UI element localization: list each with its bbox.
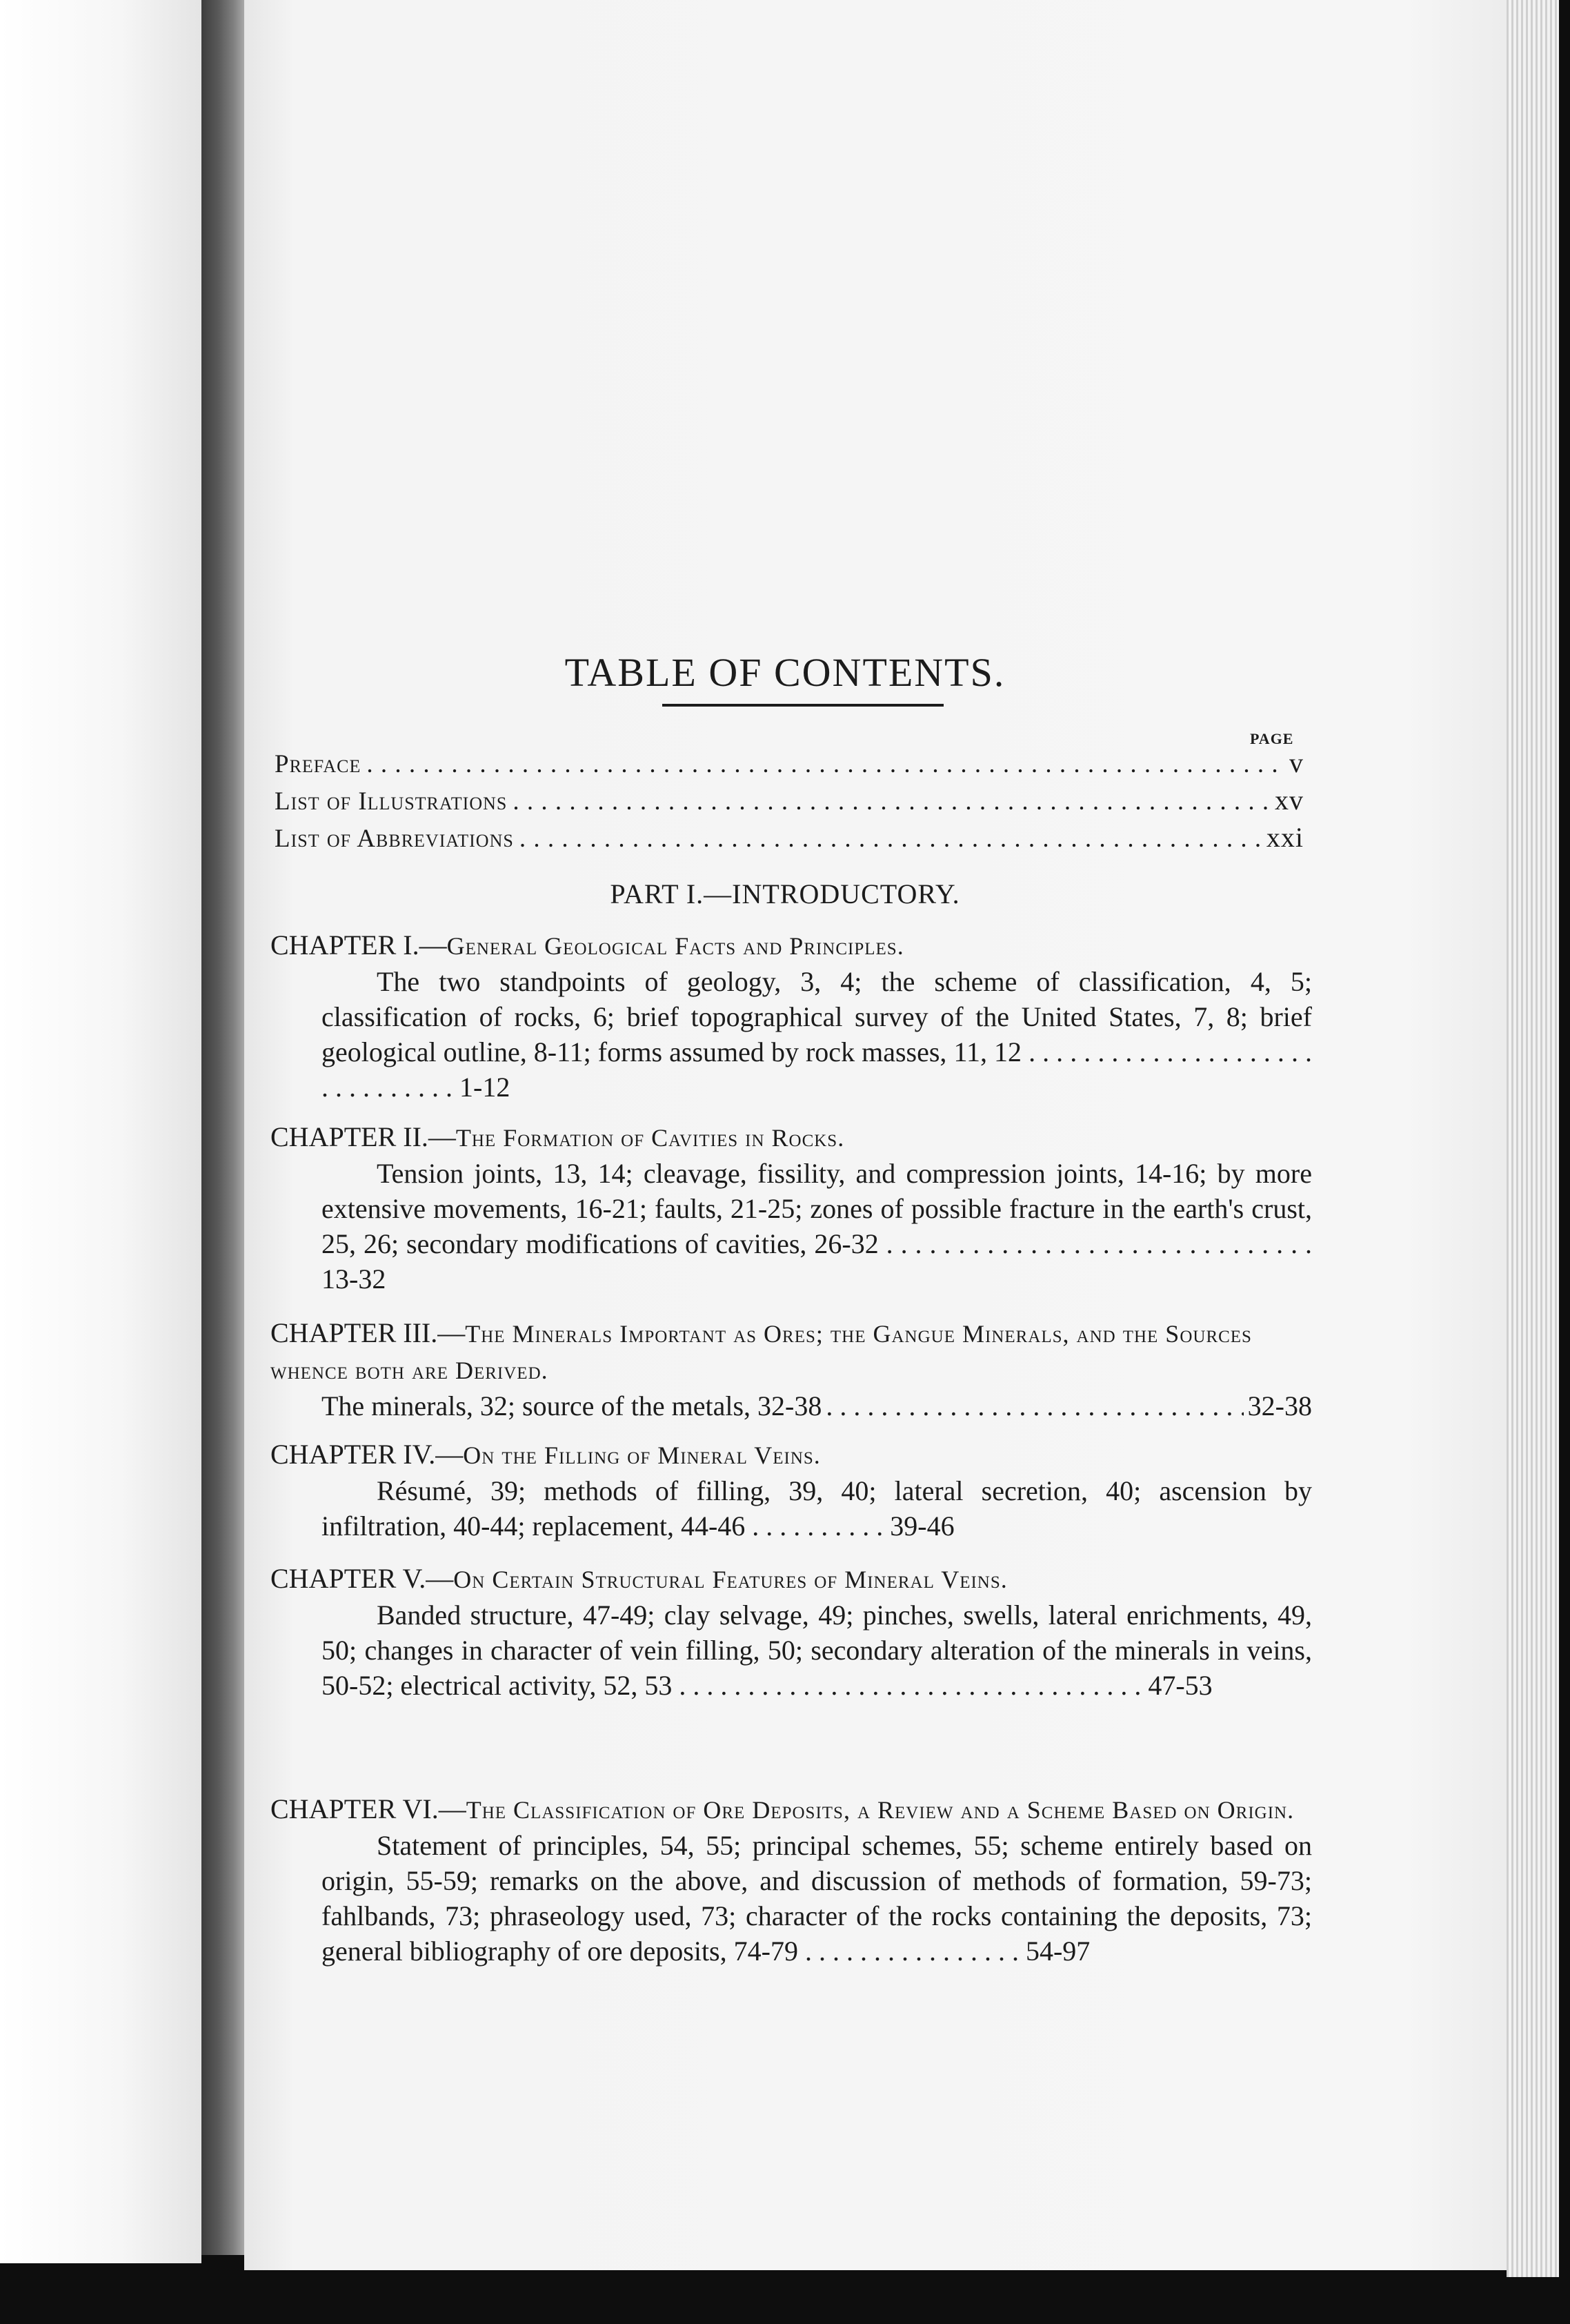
chapter-summary: Banded structure, 47-49; clay selvage, 49; pinches, swells, lateral enrichments, 49, 50; changes in character of vein filling, 50; secondary alteration of the minerals in veins, 50-52; electrical activity, 52, 53 . . . . . . . . . . . . . . . . . . . . . . . . . . . . . . . . . . 47-53 xyxy=(321,1599,1312,1701)
entry-page: v xyxy=(1289,747,1304,778)
chapter-topics: Tension joints, 13, 14; cleavage, fissility, and compression joints, 14-16; by more extensive movements, 16-21; faults, 21-25; zones of possible fracture in the earth's crust, 25, 26; secondary modifications of cavities, 26-32 xyxy=(321,1158,1312,1259)
chapter-pages: 47-53 xyxy=(1148,1670,1213,1701)
dot-leader xyxy=(519,824,1261,854)
facing-page xyxy=(0,0,201,2263)
dot-leader xyxy=(826,1388,1243,1424)
chapter-1 xyxy=(270,927,1312,1105)
book-gutter xyxy=(201,0,244,2255)
dot-leader xyxy=(513,787,1269,816)
title-rule xyxy=(662,704,944,707)
page-edges xyxy=(1507,0,1559,2277)
chapter-number: CHAPTER VI.— xyxy=(270,1793,466,1824)
chapter-heading xyxy=(270,1315,1312,1388)
part-heading: PART I.—INTRODUCTORY. xyxy=(610,878,960,909)
chapter-heading xyxy=(270,927,1312,964)
toc-entry-abbreviations xyxy=(275,821,1304,854)
chapter-topics: The minerals, 32; source of the metals, 32-38 xyxy=(321,1390,822,1421)
chapter-title: The Formation of Cavities in Rocks. xyxy=(455,1124,845,1152)
entry-label: List of Abbreviations xyxy=(275,825,514,853)
chapter-topics: Résumé, 39; methods of filling, 39, 40; lateral secretion, 40; ascension by infiltration, 40-44; replacement, 44-46 xyxy=(321,1475,1312,1542)
chapter-5 xyxy=(270,1561,1312,1703)
chapter-number: CHAPTER III.— xyxy=(270,1317,466,1348)
entry-page: xv xyxy=(1275,785,1304,816)
chapter-summary: Résumé, 39; methods of filling, 39, 40; lateral secretion, 40; ascension by infiltration, 40-44; replacement, 44-46 . . . . . . . . . . 39-46 xyxy=(321,1475,1312,1542)
chapter-number: CHAPTER IV.— xyxy=(270,1439,464,1470)
page-title: TABLE OF CONTENTS. xyxy=(564,649,1006,695)
entry-label: List of Illustrations xyxy=(275,787,508,816)
chapter-3 xyxy=(270,1315,1312,1424)
chapter-heading xyxy=(270,1119,1312,1156)
chapter-topics: Banded structure, 47-49; clay selvage, 49; pinches, swells, lateral enrichments, 49, 50; changes in character of vein filling, 50; secondary alteration of the minerals in veins, 50-52; electrical activity, 52, 53 xyxy=(321,1599,1312,1701)
chapter-summary: The two standpoints of geology, 3, 4; the scheme of classification, 4, 5; classification of rocks, 6; brief topographical survey of the United States, 7, 8; brief geological outline, 8-11; forms assumed by rock masses, 11, 12 . . . . . . . . . . . . . . . . . . . . . . . . . . . . . . . 1-12 xyxy=(321,966,1312,1103)
chapter-4 xyxy=(270,1437,1312,1544)
toc-entry-preface xyxy=(275,747,1304,779)
toc-entry-illustrations xyxy=(275,784,1304,816)
chapter-topics: The two standpoints of geology, 3, 4; the scheme of classification, 4, 5; classification of rocks, 6; brief topographical survey of the United States, 7, 8; brief geological outline, 8-11; forms assumed by rock masses, 11, 12 xyxy=(321,966,1312,1067)
chapter-title: General Geological Facts and Principles. xyxy=(446,932,904,960)
chapter-title: The Minerals Important as Ores; the Gangue Minerals, and the Sources whence both are Derived. xyxy=(270,1320,1252,1384)
chapter-topics: Statement of principles, 54, 55; principal schemes, 55; scheme entirely based on origin, 55-59; remarks on the above, and discussion of methods of formation, 59-73; fahlbands, 73; phraseology used, 73; character of the rocks containing the deposits, 73; general bibliography of ore deposits, 74-79 xyxy=(321,1830,1312,1967)
chapter-number: CHAPTER V.— xyxy=(270,1563,454,1594)
chapter-heading xyxy=(270,1437,1312,1473)
chapter-2 xyxy=(270,1119,1312,1297)
chapter-heading xyxy=(270,1791,1312,1828)
chapter-6 xyxy=(270,1791,1312,1969)
chapter-title: The Classification of Ore Deposits, a Review and a Scheme Based on Origin. xyxy=(466,1796,1295,1824)
chapter-summary xyxy=(270,1388,1312,1424)
chapter-title: On Certain Structural Features of Mineral Veins. xyxy=(453,1566,1008,1593)
chapter-title: On the Filling of Mineral Veins. xyxy=(463,1441,821,1469)
chapter-pages: 13-32 xyxy=(321,1263,386,1294)
chapter-pages: 32-38 xyxy=(1247,1390,1312,1421)
chapter-number: CHAPTER II.— xyxy=(270,1121,456,1152)
chapter-number: CHAPTER I.— xyxy=(270,929,447,961)
chapter-heading xyxy=(270,1561,1312,1597)
entry-label: Preface xyxy=(275,750,361,778)
chapter-summary: Tension joints, 13, 14; cleavage, fissility, and compression joints, 14-16; by more extensive movements, 16-21; faults, 21-25; zones of possible fracture in the earth's crust, 25, 26; secondary modifications of cavities, 26-32 . . . . . . . . . . . . . . . . . . . . . . . . . . . . . . 13-32 xyxy=(321,1158,1313,1294)
chapter-pages: 1-12 xyxy=(459,1072,510,1103)
chapter-pages: 54-97 xyxy=(1025,1936,1091,1967)
dot-leader xyxy=(366,749,1284,779)
chapter-summary: Statement of principles, 54, 55; principal schemes, 55; scheme entirely based on origin, 55-59; remarks on the above, and discussion of methods of formation, 59-73; fahlbands, 73; phraseology used, 73; character of the rocks containing the deposits, 73; general bibliography of ore deposits, 74-79 . . . . . . . . . . . . . . . . 54-97 xyxy=(321,1830,1312,1967)
page-column-heading: PAGE xyxy=(1250,730,1294,747)
entry-page: xxi xyxy=(1266,822,1304,853)
chapter-pages: 39-46 xyxy=(890,1510,955,1542)
